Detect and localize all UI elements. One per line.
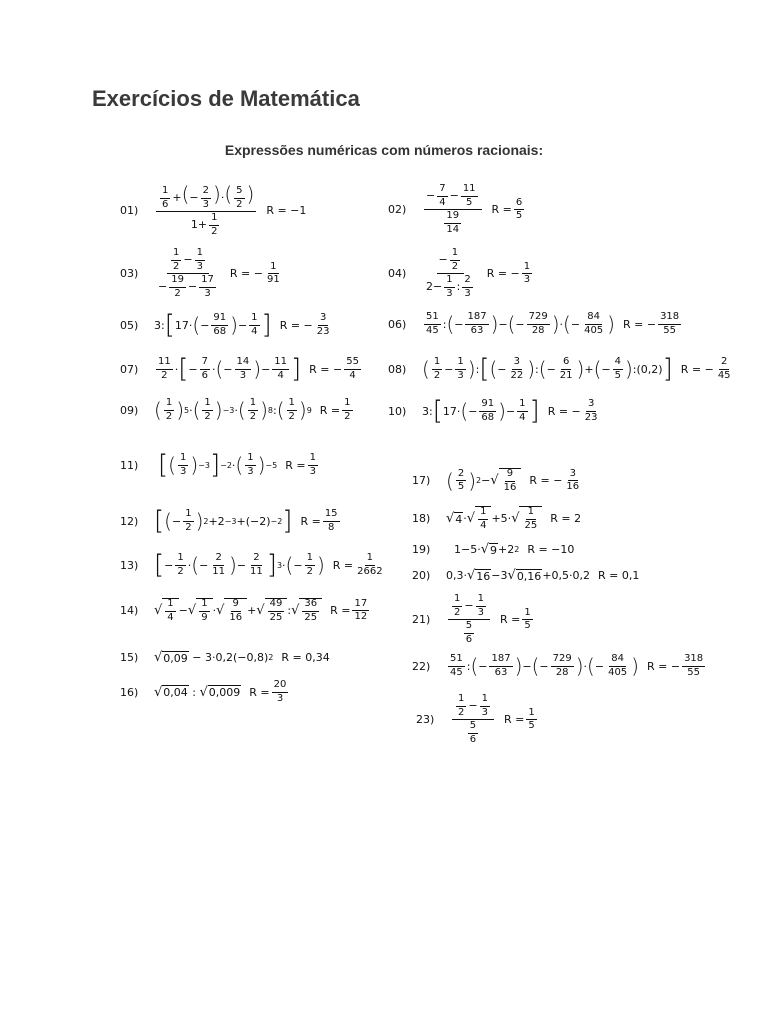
exercise-05: 05) 3: [ 17· ( − 91 68 ) − 1 4 ] R = − $\frac{3}{23}$ [120, 310, 330, 340]
answer: R = 2 [550, 512, 582, 525]
exercise-number: 09) [120, 403, 139, 417]
exercise-number: 19) [412, 543, 431, 556]
answer: R = − [547, 404, 581, 418]
expression: 1−5· √ 9 +2 2 [454, 542, 520, 557]
exercise-11: 11) [ ( 1 3 ) −3 ] −2 · ( 1 3 ) −5 R = $\frac{1}{3}$ [120, 450, 316, 480]
exercise-18 [412, 506, 581, 531]
answer: R = − [622, 317, 657, 331]
answer: R = − [486, 267, 520, 280]
expression: − $\frac{1}{2}$ 2− $\frac{1}{3}$ : $\frac{2}{3}$ [426, 247, 471, 299]
expression: ( 1 2 ) 5 · ( 1 2 ) −3 · ( 1 2 ) 8 : ( 1 2 ) 9 [154, 397, 312, 422]
expression: [ − 1 2 · ( − 2 11 ) − 2 11 ] 3 · ( − 1 2 ) [154, 550, 325, 580]
exercise-13: 13) [ − 1 2 · ( − 2 11 ) − 2 11 ] 3 · ( − 1 2 ) R = $\frac{1}{2662}$ [120, 550, 383, 580]
exercise-number: 05) [120, 318, 139, 332]
answer: R = − [279, 318, 313, 332]
exercise-number: 06) [388, 317, 407, 331]
exercise-number: 20) [412, 569, 431, 582]
exercise-19 [412, 542, 574, 557]
expression: √ 0,04 : √ 0,009 [154, 684, 241, 700]
exercise-number: 08) [388, 362, 407, 376]
exercise-07: 07) 11 2 · [ − 7 6 · ( − 14 3 ) − 11 4 ] R = − $\frac{55}{4}$ [120, 354, 359, 384]
expression: [ ( 1 3 ) −3 ] −2 · ( 1 3 ) −5 [158, 450, 278, 480]
exercise-10: 10) 3: [ 17· ( − 91 68 ) − 1 4 ] R = − $\frac{3}{23}$ [388, 396, 598, 426]
exercise-number: 18) [412, 512, 431, 525]
answer: R = 0,34 [281, 651, 330, 664]
answer: R = − [646, 659, 681, 673]
exercise-14: 14) √ 1 4 − √ 1 9 · √ 9 16 + √ 49 25 : √ 36 25 R = $\frac{17}{12}$ [120, 597, 368, 623]
exercise-01 [120, 184, 306, 237]
exercise-number: 07) [120, 362, 139, 376]
answer: R = − [229, 267, 263, 280]
expression: ( 1 2 − 1 3 ) : [ ( − 3 22 ) : ( − 6 21 ) + ( − 4 5 ) :(0,2) ] [422, 354, 673, 384]
exercise-number: 23) [416, 713, 435, 726]
exercise-20 [412, 568, 639, 583]
expression: 11 2 · [ − 7 6 · ( − 14 3 ) − 11 4 ] [158, 354, 302, 384]
answer: R = [285, 458, 306, 472]
exercise-16: 16) √ 0,04 : √ 0,009 R = $\frac{20}{3}$ [120, 679, 287, 704]
expression: 3: [ 17· ( − 91 68 ) − 1 4 ] [422, 396, 540, 426]
expression: $\frac{1}{2}$ − $\frac{1}{3}$ $\frac{5}{6}$ [452, 694, 494, 745]
page-title: Exercícios de Matemática [92, 86, 360, 111]
exercise-08: 08) ( 1 2 − 1 3 ) : [ ( − 3 22 ) : ( − 6 21 ) + ( − 4 5 ) :(0,2) ] R = − $\frac{2}{45}$ [388, 354, 731, 384]
exercise-23: 23) $\frac{1}{2}$ − $\frac{1}{3}$ $\frac{5}{6}$ R = $\frac{1}{5}$ [416, 693, 535, 745]
expression: √ 1 4 − √ 1 9 · √ 9 16 + √ 49 25 : √ 36 25 [154, 598, 322, 623]
answer: R = − [680, 362, 714, 376]
answer: R = [300, 514, 321, 528]
answer: R = − [309, 362, 343, 376]
exercise-number: 16) [120, 685, 139, 699]
answer: R = [491, 203, 512, 216]
exercise-number: 17) [412, 474, 431, 487]
answer: R = 0,1 [598, 569, 640, 582]
answer: R = [499, 613, 521, 626]
exercise-number: 14) [120, 604, 139, 617]
exercise-21: 21) $\frac{1}{2}$ − $\frac{1}{3}$ $\frac{5}{6}$ R = $\frac{1}{5}$ [412, 593, 531, 645]
answer: R = [249, 685, 270, 699]
answer: R = [503, 713, 525, 726]
exercise-15 [120, 650, 330, 665]
exercise-17: 17) ( 2 5 ) 2 − √ 9 16 R = − $\frac{3}{16}$ [412, 467, 580, 493]
exercise-number: 12) [120, 514, 139, 528]
exercise-09: 09) ( 1 2 ) 5 · ( 1 2 ) −3 · ( 1 2 ) 8 : ( 1 2 ) 9 R = $\frac{1}{2}$ [120, 397, 351, 422]
exercise-number: 10) [388, 404, 407, 418]
answer: R = − [529, 474, 563, 487]
expression: $\frac{1}{2}$ − $\frac{1}{3}$ − $\frac{19}{2}$ − $\frac{17}{3}$ [158, 247, 214, 299]
expression: $\frac{1}{2}$ − $\frac{1}{3}$ $\frac{5}{6}$ [448, 594, 490, 645]
expression: 51 45 : ( − 187 63 ) − ( − 729 28 ) · ( − 84 405 ) [426, 311, 615, 336]
page-subtitle: Expressões numéricas com números racionais: [224, 142, 544, 158]
exercise-04: 04) − $\frac{1}{2}$ 2− $\frac{1}{3}$ : $\frac{2}{3}$ R = − $\frac{1}{3}$ [388, 247, 531, 299]
expression: √ 4 · √ 1 4 +5· √ 1 25 [446, 506, 542, 531]
exercise-number: 15) [120, 651, 139, 664]
exercise-number: 04) [388, 267, 407, 280]
expression: 0,3· √ 16 −3 √ 0,16 +0,5·0,2 [446, 568, 591, 583]
expression: 51 45 : ( − 187 63 ) − ( − 729 28 ) · ( − 84 405 ) [450, 653, 639, 678]
answer: R = −10 [527, 543, 575, 556]
exercise-number: 13) [120, 558, 139, 572]
expression: [ ( − 1 2 ) 2 +2 −3 +(−2) −2 ] [154, 506, 293, 536]
exercise-06: 06) 51 45 : ( − 187 63 ) − ( − 729 28 ) · ( − 84 405 ) R = − $\frac{318}{55}$ [388, 311, 680, 336]
exercise-02: 02) − $\frac{7}{4}$ − $\frac{11}{5}$ $\frac{19}{14}$ R = $\frac{6}{5}$ [388, 183, 523, 235]
expression: $\frac{1}{6}$ +(− $\frac{2}{3}$ )·( $\frac{5}{2}$ ) 1+ $\frac{1}{2}$ [156, 184, 256, 237]
exercise-number: 21) [412, 613, 431, 626]
exercise-number: 01) [120, 204, 139, 217]
expression: ( 2 5 ) 2 − √ 9 16 [446, 468, 521, 493]
answer: R = [332, 558, 354, 572]
exercise-22: 22) 51 45 : ( − 187 63 ) − ( − 729 28 ) · ( − 84 405 ) R = − $\frac{318}{55}$ [412, 653, 704, 678]
answer: R = −1 [266, 204, 307, 217]
exercise-12: 12) [ ( − 1 2 ) 2 +2 −3 +(−2) −2 ] R = $\frac{15}{8}$ [120, 506, 338, 536]
exercise-number: 02) [388, 203, 407, 216]
expression: √ 0,09 − 3·0,2(−0,8) 2 [154, 650, 274, 665]
expression: − $\frac{7}{4}$ − $\frac{11}{5}$ $\frac{19}{14}$ [424, 184, 482, 235]
exercise-03: 03) $\frac{1}{2}$ − $\frac{1}{3}$ − $\frac{19}{2}$ − $\frac{17}{3}$ R = − $\frac{1}{91}$ [120, 247, 280, 299]
exercise-number: 22) [412, 659, 431, 673]
expression: 3: [ 17· ( − 91 68 ) − 1 4 ] [154, 310, 272, 340]
exercise-number: 11) [120, 458, 139, 472]
answer: R = [330, 604, 351, 617]
exercise-number: 03) [120, 267, 139, 280]
answer: R = [319, 403, 341, 417]
